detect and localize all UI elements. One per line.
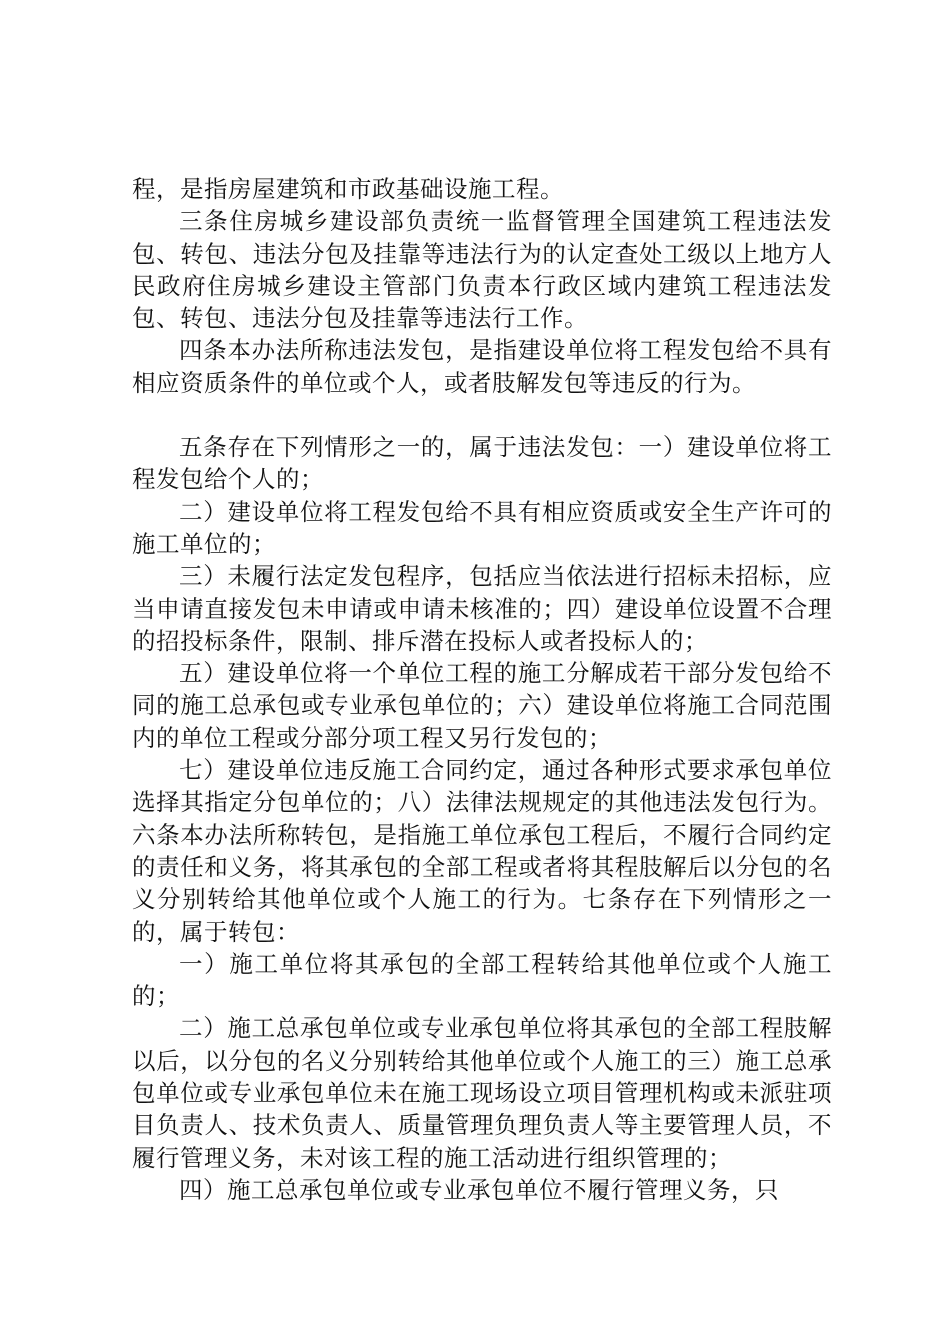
paragraph-article-5: 五条存在下列情形之一的，属于违法发包：一）建设单位将工程发包给个人的； [132,433,832,494]
paragraph-article-3: 三条住房城乡建设部负责统一监督管理全国建筑工程违法发包、转包、违法分包及挂靠等违法行为的认定查处工级以上地方人民政府住房城乡建设主管部门负责本行政区域内建筑工程违法发包、转包、违法分包及挂靠等违法行工作。 [132,207,832,333]
paragraph-transfer-item-2: 二）施工总承包单位或专业承包单位将其承包的全部工程肢解以后，以分包的名义分别转给其他单位或个人施工的三）施工总承包单位或专业承包单位未在施工现场设立项目管理机构或未派驻项目负责人、技术负责人、质量管理负理负责人等主要管理人员，不履行管理义务，未对该工程的施工活动进行组织管理的； [132,1014,832,1172]
paragraph-item-2: 二）建设单位将工程发包给不具有相应资质或安全生产许可的施工单位的； [132,497,832,558]
paragraph-item-7: 七）建设单位违反施工合同约定，通过各种形式要求承包单位选择其指定分包单位的；八）法律法规规定的其他违法发包行为。六条本办法所称转包，是指施工单位承包工程后，不履行合同约定的责任和义务，将其承包的全部工程或者将其程肢解后以分包的名义分别转给其他单位或个人施工的行为。七条存在下列情形之一的，属于转包： [132,756,832,946]
paragraph-transfer-item-1: 一）施工单位将其承包的全部工程转给其他单位或个人施工的； [132,949,832,1011]
paragraph-transfer-item-4: 四）施工总承包单位或专业承包单位不履行管理义务，只 [179,1175,779,1204]
paragraph-spacer [132,399,832,431]
paragraph-continuation: 程，是指房屋建筑和市政基础设施工程。 [132,175,564,203]
paragraph-item-5: 五）建设单位将一个单位工程的施工分解成若干部分发包给不同的施工总承包或专业承包单位的；六）建设单位将施工合同范围内的单位工程或分部分项工程又另行发包的； [132,659,832,752]
document-body [132,173,832,1206]
paragraph-article-4: 四条本办法所称违法发包，是指建设单位将工程发包给不具有相应资质条件的单位或个人，或者肢解发包等违反的行为。 [132,336,832,397]
paragraph-item-3: 三）未履行法定发包程序，包括应当依法进行招标未招标，应当申请直接发包未申请或申请未核准的；四）建设单位设置不合理的招投标条件，限制、排斥潜在投标人或者投标人的； [132,562,832,655]
